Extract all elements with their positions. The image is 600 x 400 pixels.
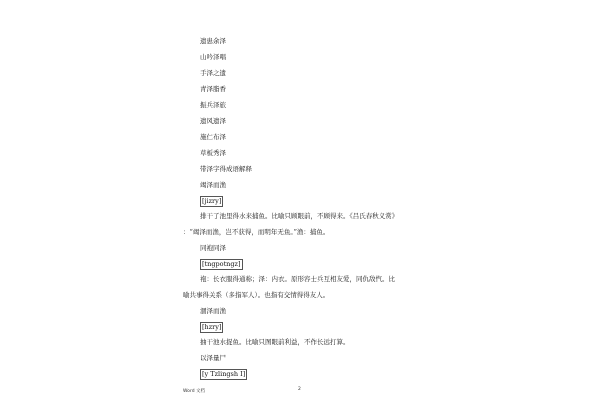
- idiom-heading: 同袍同泽: [200, 244, 226, 252]
- idiom-line: 遗患余泽: [200, 37, 226, 45]
- idiom-line: 青泽脂香: [200, 85, 226, 93]
- idiom-line: 山吟泽唱: [200, 53, 226, 61]
- page-number: 2: [298, 387, 301, 392]
- definition-line: 袍：长衣服得通称；泽：内衣。原形容士兵互相友爱，同仇敌忾。比: [200, 275, 395, 283]
- pinyin-label: [200, 196, 223, 207]
- idiom-heading: 涸泽而渔: [200, 307, 226, 315]
- pinyin-text: [hzry]: [202, 323, 222, 331]
- footer-doc-label: Word 文档: [183, 389, 205, 394]
- idiom-heading: 竭泽而渔: [200, 181, 226, 189]
- idiom-heading: 以泽量尸: [200, 354, 226, 362]
- pinyin-label: [200, 322, 223, 333]
- pinyin-label: [200, 259, 243, 270]
- definition-line: 喻共事得关系（多指军人）。也指有交情得得友人。: [183, 291, 330, 299]
- pinyin-text: [jizry]: [202, 197, 222, 205]
- definition-line: 排干了池里得水来捕鱼。比喻只顾眼前，不顾得来。《吕氏春秋义赏》: [200, 212, 399, 220]
- definition-line: 抽干池水捉鱼。比喻只图眼前利益，不作长远打算。: [200, 338, 350, 346]
- pinyin-text: [y Tzlingsh I]: [202, 370, 246, 378]
- idiom-line: 施仁布泽: [200, 133, 226, 141]
- pinyin-text: [tngpotngz]: [202, 260, 241, 268]
- definition-line: ：“竭泽而渔，岂不获得，而明年无鱼。”渔：捕鱼。: [183, 228, 330, 236]
- section-heading: 带泽字得成语解释: [200, 165, 252, 173]
- pinyin-label: [200, 369, 247, 380]
- idiom-line: 手泽之遗: [200, 69, 226, 77]
- idiom-line: 振兵泽旅: [200, 101, 226, 109]
- idiom-line: 遗风遗泽: [200, 117, 226, 125]
- idiom-line: 草板秀泽: [200, 149, 226, 157]
